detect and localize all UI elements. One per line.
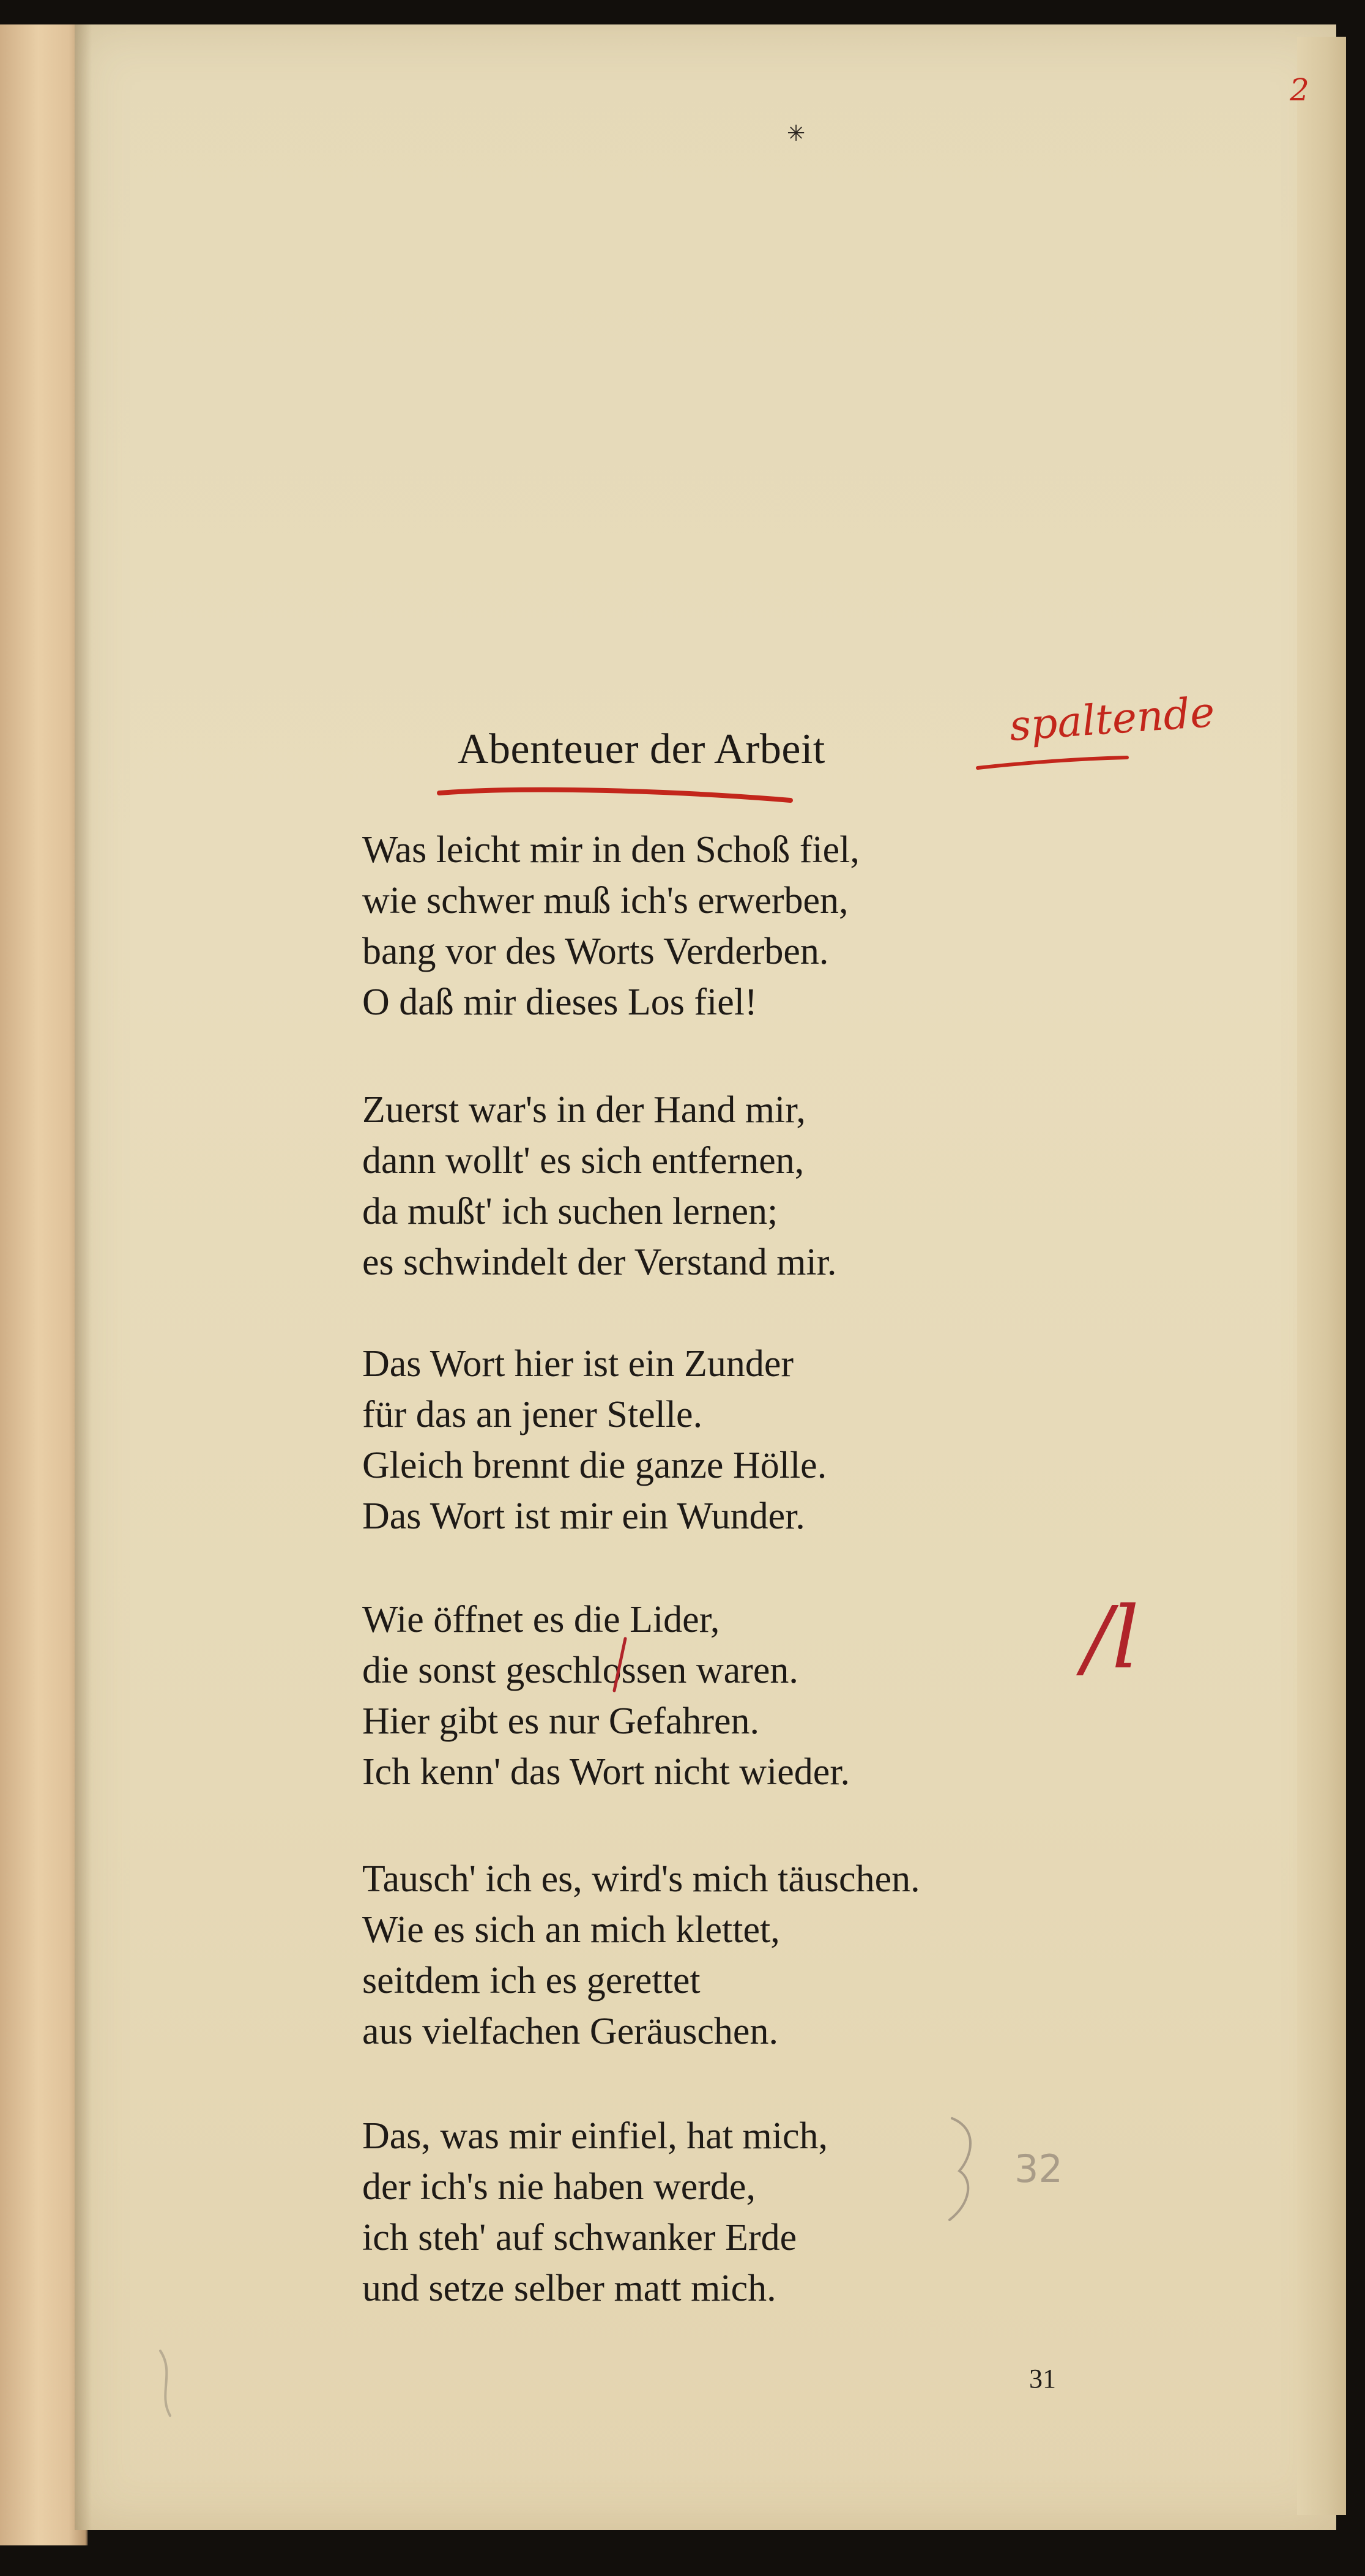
proof-mark: /l	[1083, 1588, 1139, 1688]
poem-line: Wie es sich an mich klettet,	[362, 1909, 780, 1951]
margin-note: spaltende	[1008, 688, 1216, 751]
poem-line: der ich's nie haben werde,	[362, 2166, 756, 2208]
poem-line: Das Wort hier ist ein Zunder	[362, 1343, 794, 1385]
page-right-edge	[1297, 37, 1346, 2515]
poem-line: Das, was mir einfiel, hat mich,	[362, 2115, 828, 2157]
ornament-icon: ✳	[787, 121, 806, 146]
corner-page-mark: 2	[1290, 72, 1309, 108]
poem-line: aus vielfachen Geräuschen.	[362, 2011, 778, 2052]
poem-line: Das Wort ist mir ein Wunder.	[362, 1495, 805, 1537]
pencil-number: 32	[1014, 2146, 1063, 2191]
poem-line: die sonst geschlossen waren.	[362, 1650, 798, 1691]
poem-line: seitdem ich es gerettet	[362, 1960, 701, 2001]
poem-line: es schwindelt der Verstand mir.	[362, 1241, 837, 1283]
poem-line: und setze selber matt mich.	[362, 2268, 776, 2309]
poem-line: Wie öffnet es die Lider,	[362, 1599, 720, 1640]
poem-line: Hier gibt es nur Gefahren.	[362, 1700, 760, 1742]
poem-line: ich steh' auf schwanker Erde	[362, 2217, 797, 2258]
stanza-3	[362, 1339, 1096, 1542]
poem-line: dann wollt' es sich entfernen,	[362, 1140, 805, 1182]
poem-line: Gleich brennt die ganze Hölle.	[362, 1445, 827, 1486]
poem-line: für das an jener Stelle.	[362, 1394, 703, 1435]
poem-line: Zuerst war's in der Hand mir,	[362, 1089, 806, 1131]
poem-line: wie schwer muß ich's erwerben,	[362, 880, 849, 921]
stanza-2	[362, 1085, 1096, 1288]
page-fold-shadow	[75, 24, 92, 2530]
poem-line: Tausch' ich es, wird's mich täuschen.	[362, 1858, 920, 1900]
stanza-1	[362, 825, 1096, 1028]
poem-line: O daß mir dieses Los fiel!	[362, 981, 757, 1023]
poem-line: Was leicht mir in den Schoß fiel,	[362, 829, 860, 871]
poem-line: da mußt' ich suchen lernen;	[362, 1191, 778, 1232]
page-number: 31	[1029, 2364, 1056, 2394]
poem-line: bang vor des Worts Verderben.	[362, 931, 829, 972]
stanza-5	[362, 1854, 1096, 2057]
poem-line: Ich kenn' das Wort nicht wieder.	[362, 1751, 850, 1793]
stanza-4	[362, 1595, 1096, 1798]
poem-title: Abenteuer der Arbeit	[458, 726, 825, 773]
stanza-6	[362, 2111, 1096, 2314]
